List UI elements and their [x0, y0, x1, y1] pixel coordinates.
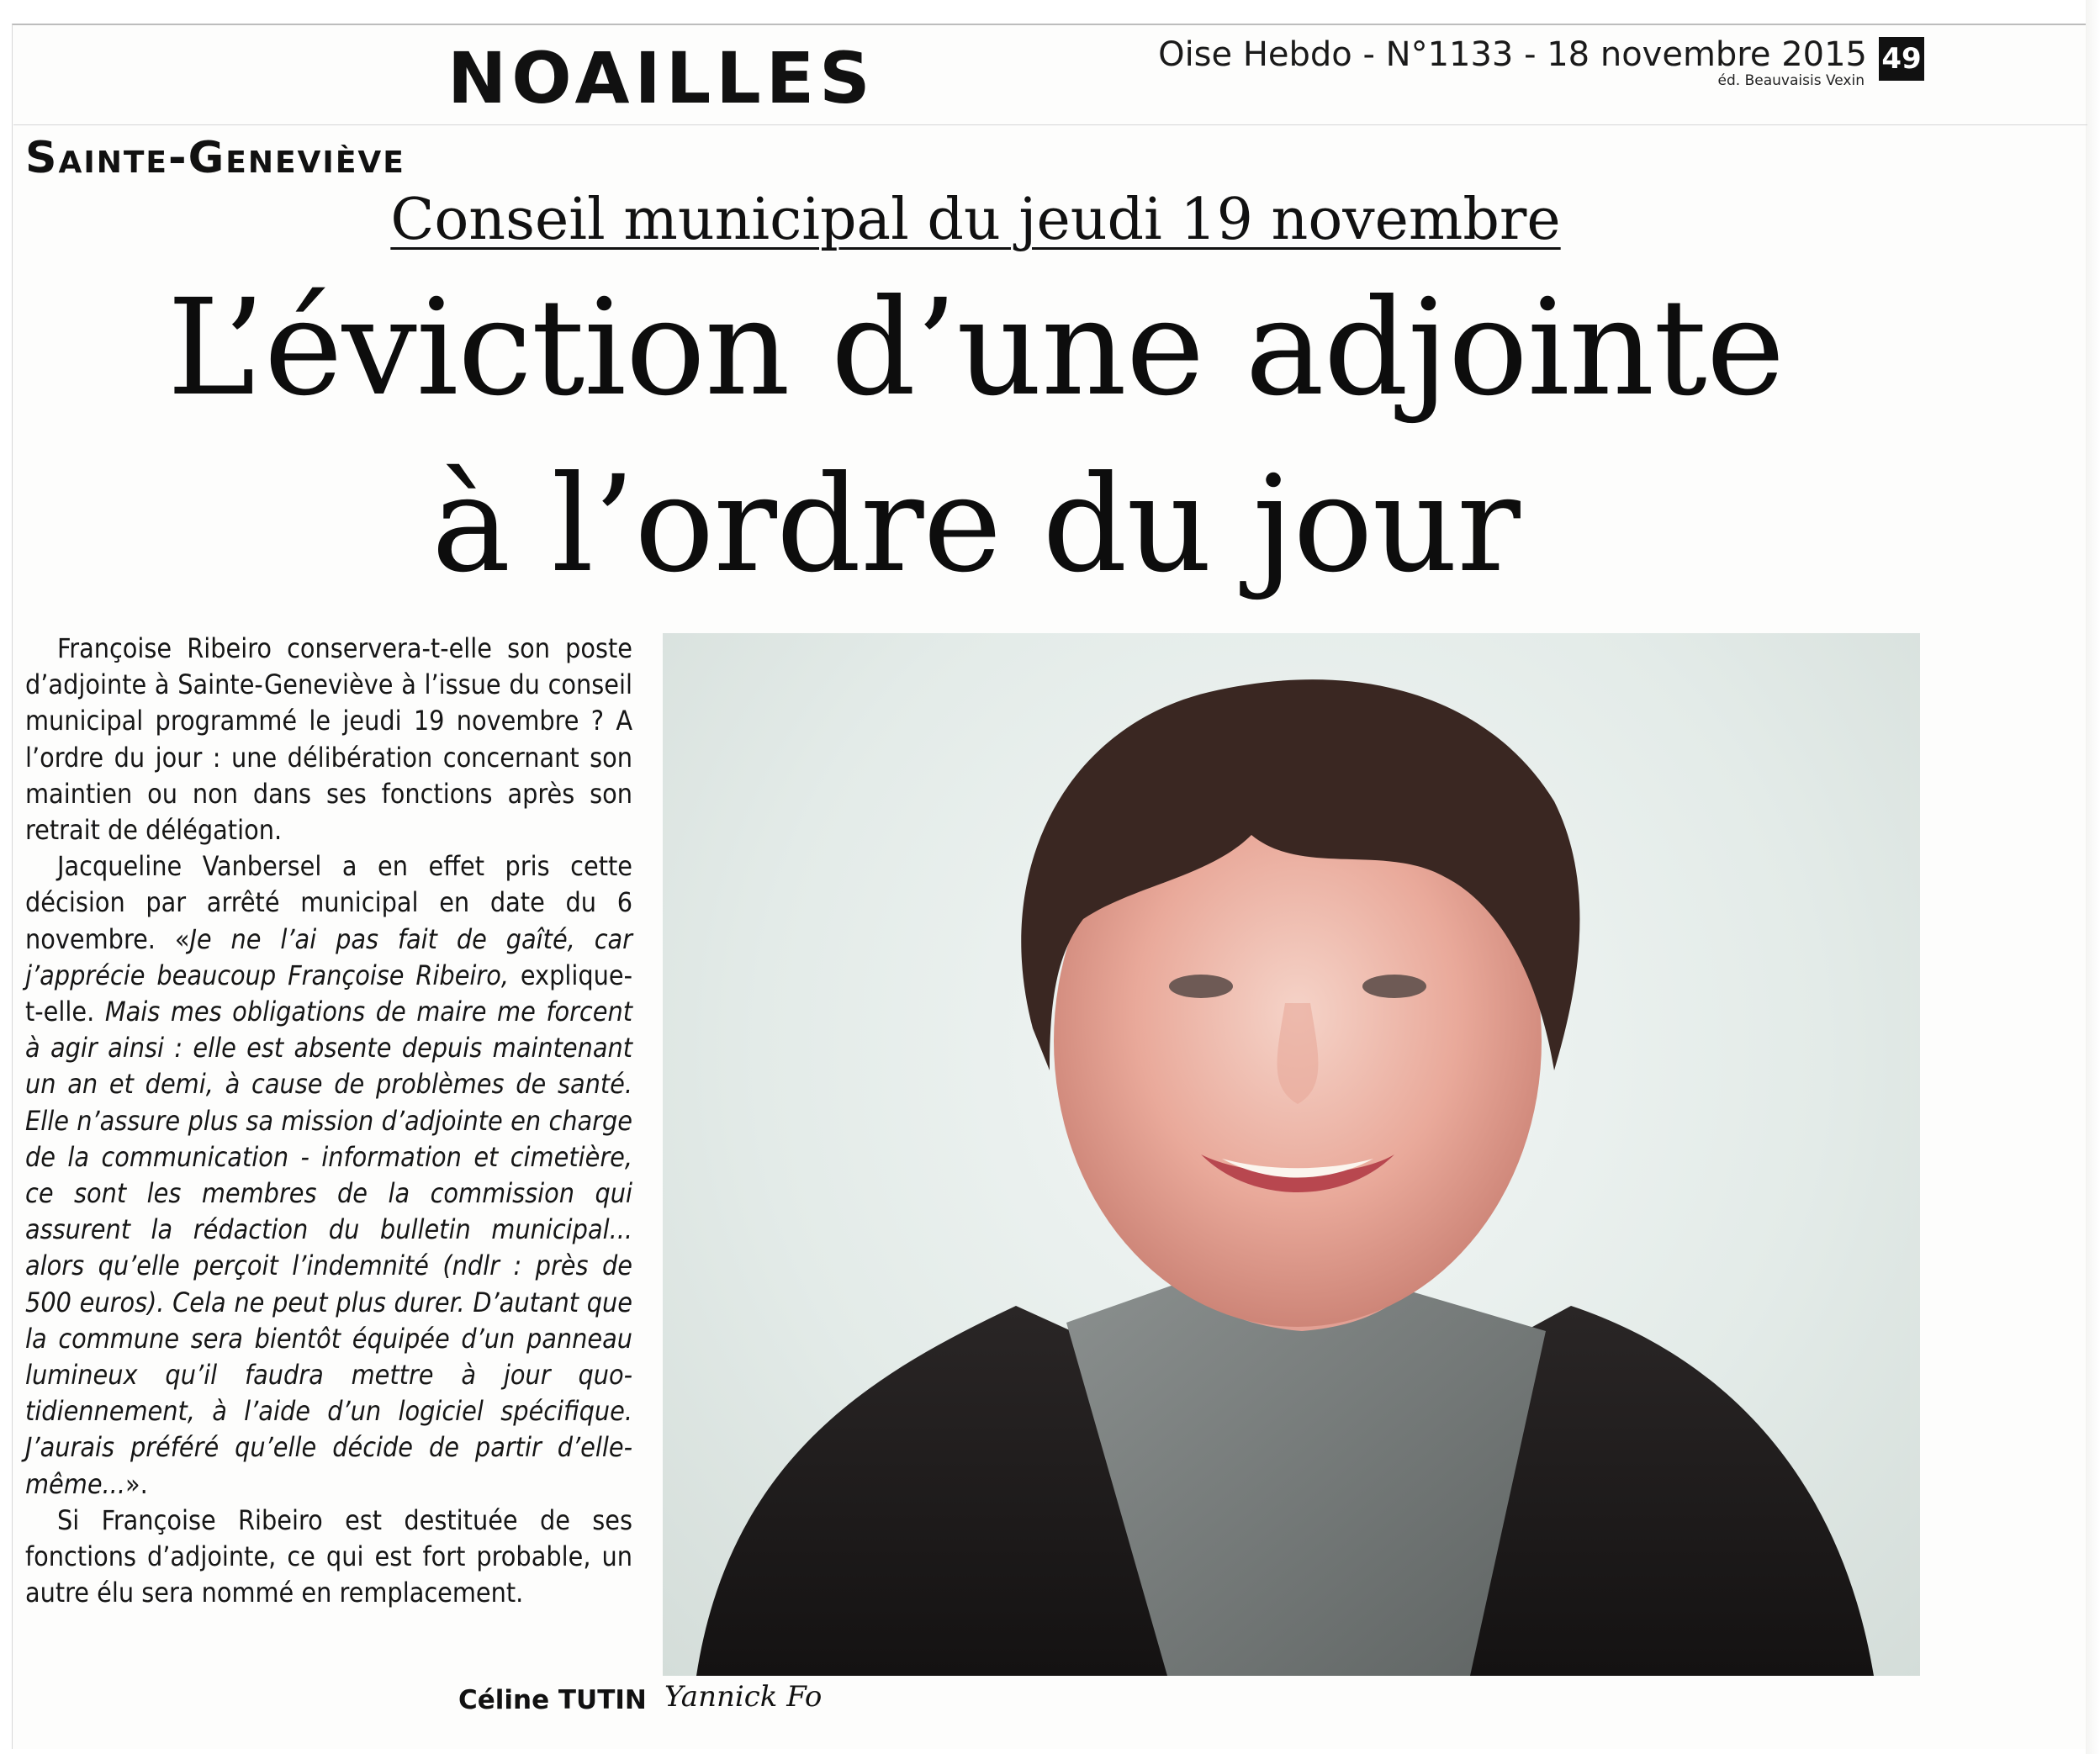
paragraph-1: Françoise Ribeiro conservera-t-elle son poste d’adjointe à Sainte-Geneviève à l’issue du conseil municipal programmé le jeudi 19 novembre ? A l’ordre du jour : une délibération concernant son maintien ou non dans ses fonctions après son retrait de délégation.: [25, 632, 632, 847]
nose-shape: [1277, 1003, 1319, 1104]
quote-part-1: Je ne l’ai pas fait de gaîté, car j’apprécie beaucoup Françoise Ribeiro,: [25, 922, 633, 991]
section-title: NOAILLES: [447, 37, 875, 119]
paragraph-2: [25, 848, 632, 1503]
left-eye: [1169, 975, 1233, 998]
header-rule: [13, 124, 2087, 125]
publication-line: Oise Hebdo - N°1133 - 18 novembre 2015: [1158, 35, 1867, 74]
scan-edge: [2086, 0, 2100, 1754]
headline-line-2: à l’ordre du jour: [431, 447, 1520, 602]
paragraph-2-close: ».: [124, 1467, 148, 1500]
town-name: Sainte-Geneviève: [25, 133, 405, 183]
portrait-illustration: [663, 633, 1920, 1676]
paragraph-2-intro: Jacqueline Vanbersel a en effet pris cette décision par arrêté municipal en date du 6 novembre. «: [25, 850, 632, 955]
paragraph-3: Si Françoise Ribeiro est destituée de ses fonctions d’adjointe, ce qui est fort probable, un autre élu sera nommé en remplacement.: [25, 1503, 632, 1609]
paragraph-2-mid: explique-t-elle.: [25, 959, 633, 1028]
article-byline: Céline TUTIN: [458, 1685, 647, 1715]
headline-line-1: L’éviction d’une adjointe: [167, 271, 1785, 425]
article-body: [25, 631, 632, 1611]
photo-credit: Yannick Fo: [664, 1680, 823, 1714]
article-kicker: [0, 187, 1951, 253]
edition-label: éd. Beauvaisis Vexin: [1717, 72, 1865, 89]
portrait-photo: [663, 633, 1920, 1676]
right-eye: [1362, 975, 1426, 998]
quote-part-2: Mais mes obligations de maire me forcent à agir ainsi : elle est absente depuis maintenant un an et demi, à cause de problèmes de santé. Elle n’assure plus sa mission d’adjointe en charge de la communication - information et cimetière, ce sont les membres de la commission qui assurent la rédaction du bulletin municipal... alors qu’elle perçoit l’indemnité (ndlr : près de 500 euros). Cela ne peut plus durer. D’autant que la commune sera bientôt équipée d’un panneau lumineux qu’il faudra mettre à jour quotidiennement, à l’aide d’un logiciel spécifique. J’aurais préféré qu’elle décide de partir d’elle-même...: [25, 996, 633, 1500]
kicker-text: Conseil municipal du jeudi 19 novembre: [390, 187, 1561, 253]
page-number-badge: 49: [1879, 37, 1924, 81]
